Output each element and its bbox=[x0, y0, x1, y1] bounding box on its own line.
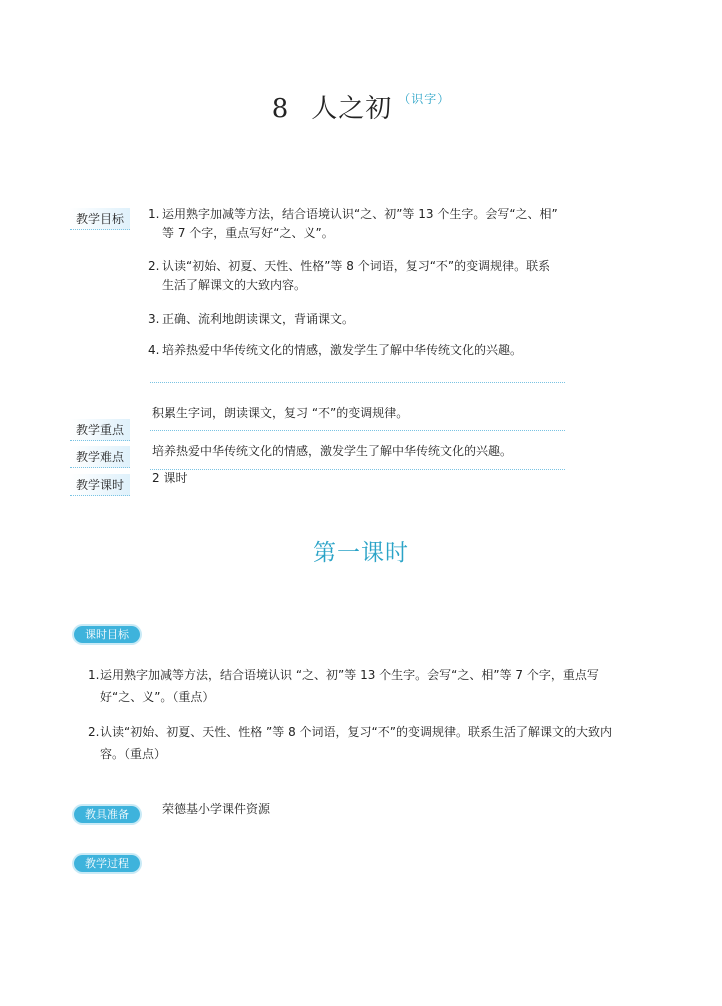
lesson-type-tag: （识字） bbox=[398, 92, 451, 106]
lesson-goal-item-2: 2.认读“初始、初夏、天性、性格 ”等 8 个词语，复习“不”的变调规律。联系生活了解课文的大致内 容。（重点） bbox=[88, 725, 612, 761]
lesson-goal-item-1: 1.运用熟字加减等方法，结合语境认识 “之、初”等 13 个生字。会写“之、相”等 7 个字，重点写 好“之、义”。（重点） bbox=[88, 668, 599, 704]
difficulties-text: 培养热爱中华传统文化的情感，激发学生了解中华传统文化的兴趣。 bbox=[152, 444, 513, 458]
lesson-number: 8 bbox=[271, 94, 290, 124]
difficulties-label: 教学难点 bbox=[70, 446, 130, 468]
objective-item-4: 4. 培养热爱中华传统文化的情感，激发学生了解中华传统文化的兴趣。 bbox=[148, 343, 523, 357]
divider bbox=[150, 469, 565, 470]
prep-text: 荣德基小学课件资源 bbox=[162, 802, 271, 816]
key-points-label: 教学重点 bbox=[70, 419, 130, 441]
prep-pill: 教具准备 bbox=[74, 806, 140, 823]
objective-item-3: 3. 正确、流利地朗读课文，背诵课文。 bbox=[148, 312, 355, 326]
lesson-title bbox=[0, 88, 722, 125]
divider bbox=[150, 382, 565, 383]
process-pill: 教学过程 bbox=[74, 855, 140, 872]
key-points-text: 积累生字词，朗读课文，复习 “不”的变调规律。 bbox=[152, 406, 409, 420]
lesson-goals-pill: 课时目标 bbox=[74, 626, 140, 643]
divider bbox=[150, 430, 565, 431]
objectives-label: 教学目标 bbox=[70, 208, 130, 230]
section-title: 第一课时 bbox=[313, 540, 409, 566]
objective-item-2: 2. 认读“初始、初夏、天性、性格”等 8 个词语，复习“不”的变调规律。联系 生活了解课文的大致内容。 bbox=[148, 259, 551, 292]
lesson-name: 人之初 bbox=[311, 94, 393, 124]
hours-text: 2 课时 bbox=[152, 471, 188, 485]
objective-item-1: 1. 运用熟字加减等方法，结合语境认识“之、初”等 13 个生字。会写“之、相” 等 7 个字，重点写好“之、义”。 bbox=[148, 207, 558, 240]
hours-label: 教学课时 bbox=[70, 474, 130, 496]
